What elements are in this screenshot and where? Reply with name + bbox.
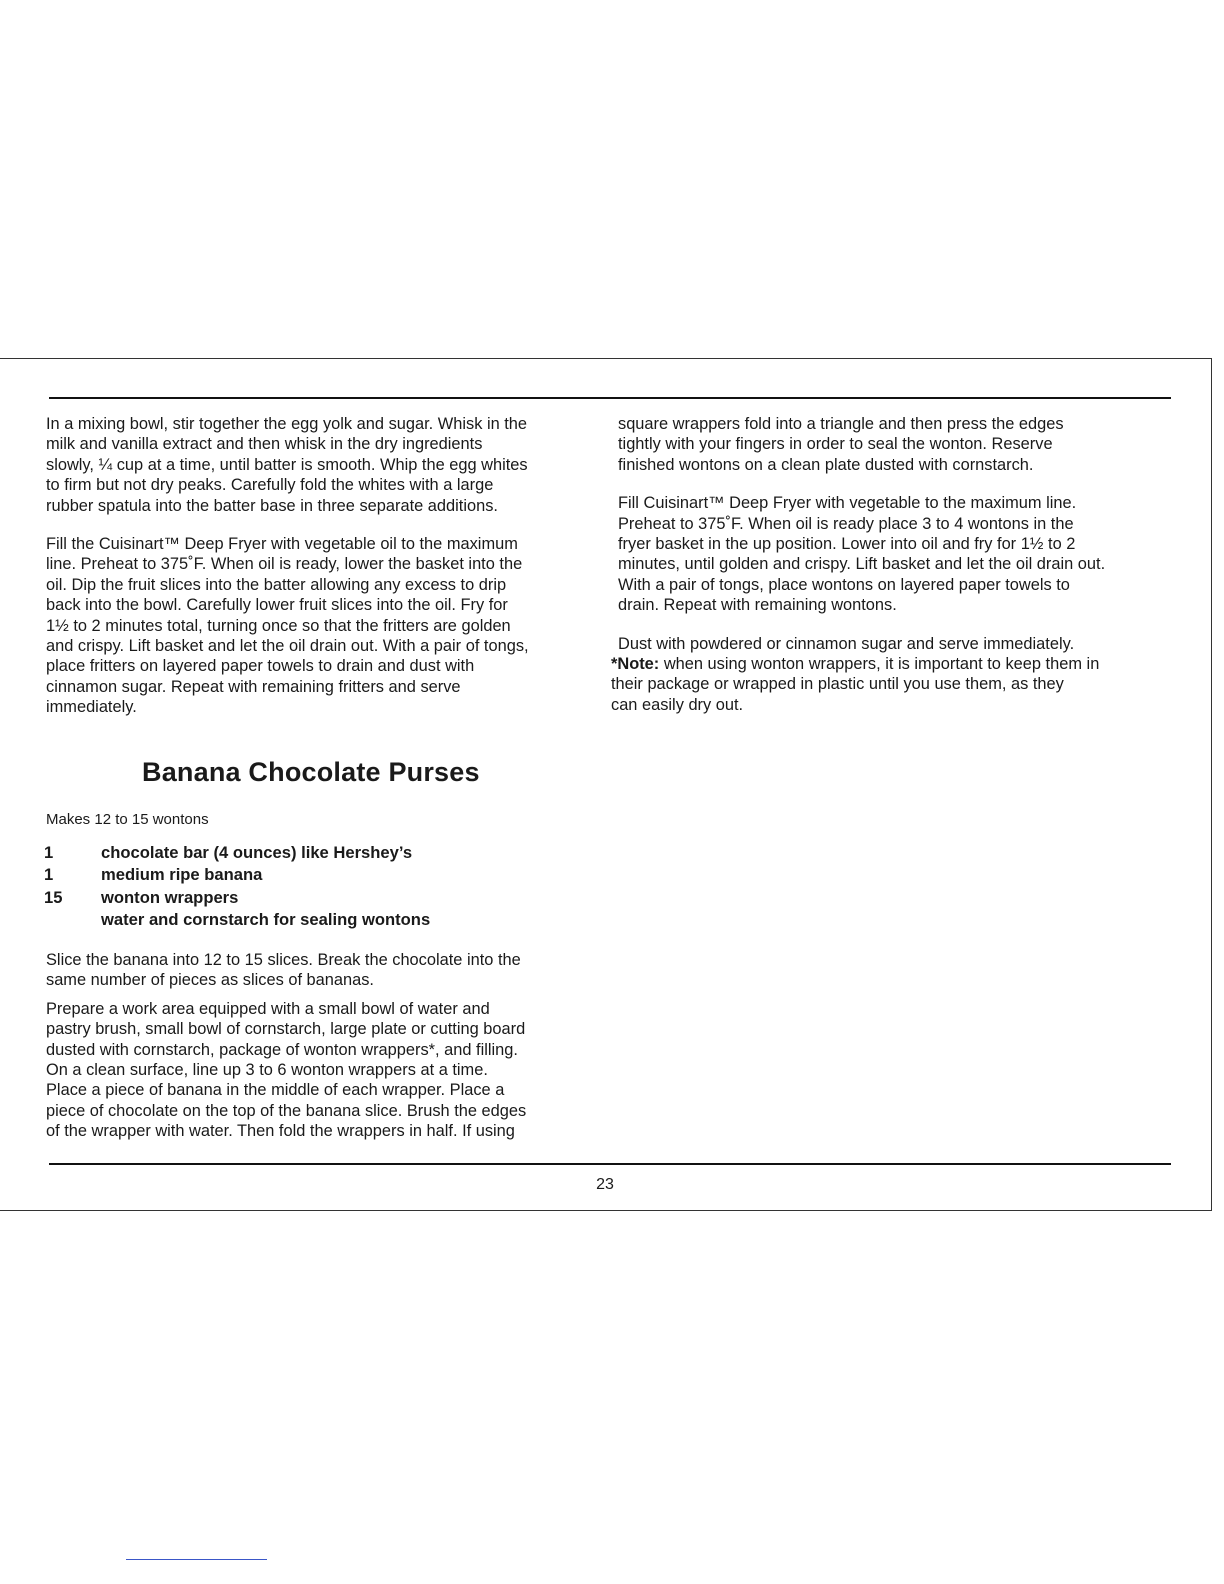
ingredient-list [44, 842, 604, 932]
method-step-slice: Slice the banana into 12 to 15 slices. Break the chocolate into the same number of pieces as slices of bananas. [46, 951, 521, 990]
ingredient-item [44, 842, 604, 864]
ingredient-name: medium ripe banana [101, 865, 263, 885]
fritter-batter-paragraph: In a mixing bowl, stir together the egg yolk and sugar. Whisk in the milk and vanilla extract and then whisk in the dry ingredients slowly, ¼ cup at a time, until batter is smooth. Whip the egg whites to firm but not dry peaks. Carefully fold the whites with a large rubber spatula into the batter base in three separate additions. [46, 415, 528, 515]
ingredient-quantity: 1 [44, 843, 54, 862]
recipe-title: Banana Chocolate Purses [142, 757, 480, 787]
ingredient-quantity: 15 [44, 887, 63, 907]
fritter-frying-paragraph: Fill the Cuisinart™ Deep Fryer with vegetable oil to the maximum line. Preheat to 375˚F. When oil is ready, lower the basket into the oil. Dip the fruit slices into the batter allowing any excess to drip back into the bowl. Carefully lower fruit slices into the oil. Fry for 1½ to 2 minutes total, turning once so that the fritters are golden and crispy. Lift basket and let the oil drain out. With a pair of tongs, place fritters on layered paper towels to drain and dust with cinnamon sugar. Repeat with remaining fritters and serve immediately. [46, 535, 529, 717]
page-number: 23 [596, 1176, 614, 1193]
ingredient-quantity [44, 909, 101, 931]
method-step-prepare: Prepare a work area equipped with a small bowl of water and pastry brush, small bowl of cornstarch, large plate or cutting board dusted with cornstarch, package of wonton wrappers*, and filling. On a clean surface, line up 3 to 6 wonton wrappers at a time. Place a piece of banana in the middle of each wrapper. Place a piece of chocolate on the top of the banana slice. Brush the edges of the wrapper with water. Then fold the wrappers in half. If using [46, 999, 527, 1141]
left-column [46, 414, 606, 718]
wrapper-note [611, 654, 1171, 715]
ingredient-item [44, 909, 604, 931]
ingredient-item [44, 864, 604, 886]
recipe-yield: Makes 12 to 15 wontons [46, 811, 209, 828]
ingredient-item [44, 887, 604, 909]
top-rule [49, 397, 1171, 399]
serving-paragraph: Dust with powdered or cinnamon sugar and serve immediately. [618, 634, 1075, 653]
bottom-rule [49, 1163, 1171, 1165]
wonton-frying-paragraph: Fill Cuisinart™ Deep Fryer with vegetable to the maximum line. Preheat to 375˚F. When oil is ready place 3 to 4 wontons in the fryer basket in the up position. Lower into oil and fry for 1½ to 2 minutes, until golden and crispy. Lift basket and let the oil drain out. With a pair of tongs, place wontons on layered paper towels to drain. Repeat with remaining wontons. [618, 494, 1106, 615]
ingredient-name: wonton wrappers [101, 887, 239, 907]
right-column [611, 414, 1178, 715]
wonton-sealing-paragraph: square wrappers fold into a triangle and then press the edges tightly with your fingers in order to seal the wonton. Reserve finished wontons on a clean plate dusted with cornstarch. [618, 415, 1064, 474]
ingredient-quantity: 1 [44, 865, 54, 885]
recipe-method [46, 950, 606, 1142]
link-underline [126, 1559, 267, 1560]
ingredient-name: water and cornstarch for sealing wontons [101, 910, 431, 930]
ingredient-name: chocolate bar (4 ounces) like Hershey’s [101, 843, 413, 862]
note-text: when using wonton wrappers, it is important to keep them in their package or wrapped in plastic until you use them, as they can easily dry out. [611, 655, 1100, 714]
note-label: *Note: [611, 655, 660, 674]
